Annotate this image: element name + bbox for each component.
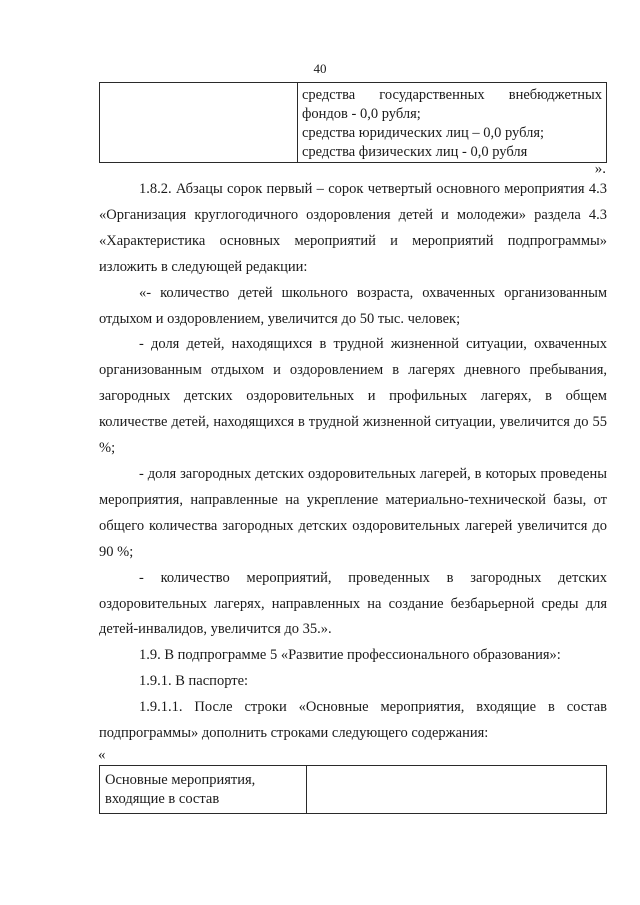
page-number: 40 [313,61,327,76]
paragraph-1-9-1-1: 1.9.1.1. После строки «Основные мероприятия, входящие в состав подпрограммы» дополнить строками следующего содержания: [99,699,607,742]
table-row [100,83,607,163]
paragraph-camps-share: - доля загородных детских оздоровительных лагерей, в которых проведены мероприятия, направленные на укрепление материально-технической базы, от общего количества загородных детских оздоровительных лагерей увеличится до 90 %; [99,465,607,560]
paragraph-1-9-1: 1.9.1. В паспорте: [139,673,249,690]
funding-line: средства юридических лиц – 0,0 рубля; [302,125,545,141]
label-line: входящие в состав [105,791,220,807]
label-line: Основные мероприятия, [105,772,256,788]
funding-line: фондов - 0,0 рубля; [302,106,421,122]
paragraph-1-9: 1.9. В подпрограмме 5 «Развитие профессионального образования»: [139,647,561,664]
paragraph-difficult-situation-share: - доля детей, находящихся в трудной жизненной ситуации, охваченных организованным отдыхом и оздоровлением в лагерях дневного пребывания, загородных детских оздоровительных и профильных лагерях, в общем количестве детей, находящихся в трудной жизненной ситуации, увеличится до 55 %; [99,336,607,457]
table-row [100,766,607,814]
funding-line: средства государственных внебюджетных [302,87,602,103]
funding-sources-cell [298,83,607,163]
main-activities-table [99,765,607,814]
document-body [99,177,607,747]
open-quote: « [98,747,106,763]
funding-line: средства физических лиц - 0,0 рубля [302,144,528,160]
paragraph-children-count: «- количество детей школьного возраста, охваченных организованным отдыхом и оздоровлением, увеличится до 50 тыс. человек; [99,284,607,327]
funding-sources-table [99,82,607,163]
main-activities-label-cell [100,766,307,814]
table-cell-empty [100,83,298,163]
paragraph-1-8-2: 1.8.2. Абзацы сорок первый – сорок четвертый основного мероприятия 4.3 «Организация круглогодичного оздоровления детей и молодежи» раздела 4.3 «Характеристика основных мероприятий и мероприятий подпрограммы» изложить в следующей редакции: [99,181,607,275]
table-cell-empty [307,766,607,814]
closing-quote: ». [594,161,606,177]
paragraph-barrier-free-events: - количество мероприятий, проведенных в загородных детских оздоровительных лагерях, направленных на создание безбарьерной среды для детей-инвалидов, увеличится до 35.». [99,569,607,638]
